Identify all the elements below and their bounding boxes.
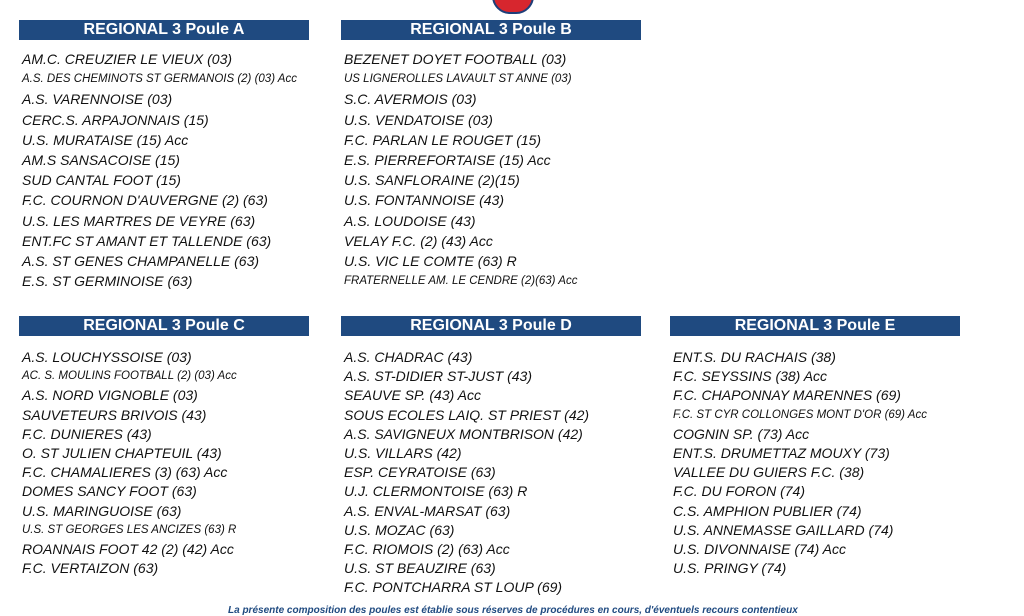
team-item: A.S. LOUCHYSSOISE (03)	[22, 349, 192, 365]
team-item: A.S. NORD VIGNOBLE (03)	[22, 387, 198, 403]
team-item: ROANNAIS FOOT 42 (2) (42) Acc	[22, 541, 234, 557]
team-item: US LIGNEROLLES LAVAULT ST ANNE (03)	[344, 73, 572, 85]
team-item: VALLEE DU GUIERS F.C. (38)	[673, 464, 865, 480]
team-item: U.S. ST BEAUZIRE (63)	[344, 560, 496, 576]
poule-header: REGIONAL 3 Poule B	[341, 20, 641, 40]
team-item: AC. S. MOULINS FOOTBALL (2) (03) Acc	[22, 370, 237, 382]
poule-e	[670, 316, 960, 576]
team-item: F.C. PARLAN LE ROUGET (15)	[344, 132, 542, 148]
team-item: ENT.S. DU RACHAIS (38)	[673, 349, 836, 365]
team-item: U.S. ST GEORGES LES ANCIZES (63) R	[22, 524, 237, 536]
poule-header: REGIONAL 3 Poule A	[19, 20, 309, 40]
team-item: O. ST JULIEN CHAPTEUIL (43)	[22, 445, 222, 461]
team-item: F.C. VERTAIZON (63)	[22, 560, 159, 576]
team-item: ESP. CEYRATOISE (63)	[344, 464, 496, 480]
team-item: C.S. AMPHION PUBLIER (74)	[673, 503, 862, 519]
team-item: U.S. MARINGUOISE (63)	[22, 503, 182, 519]
team-item: F.C. RIOMOIS (2) (63) Acc	[344, 541, 510, 557]
team-item: BEZENET DOYET FOOTBALL (03)	[344, 51, 567, 67]
team-item: A.S. ENVAL-MARSAT (63)	[344, 503, 511, 519]
team-item: U.S. VENDATOISE (03)	[344, 112, 493, 128]
team-item: F.C. CHAMALIERES (3) (63) Acc	[22, 464, 228, 480]
team-item: A.S. LOUDOISE (43)	[344, 213, 476, 229]
team-item: AM.S SANSACOISE (15)	[22, 152, 180, 168]
team-item: A.S. ST GENES CHAMPANELLE (63)	[22, 253, 260, 269]
team-item: SUD CANTAL FOOT (15)	[22, 172, 181, 188]
team-item: SAUVETEURS BRIVOIS (43)	[22, 407, 207, 423]
poule-header: REGIONAL 3 Poule C	[19, 316, 309, 336]
team-item: DOMES SANCY FOOT (63)	[22, 483, 197, 499]
team-item: A.S. CHADRAC (43)	[344, 349, 473, 365]
team-item: COGNIN SP. (73) Acc	[673, 426, 810, 442]
team-item: F.C. PONTCHARRA ST LOUP (69)	[344, 579, 563, 595]
team-item: CERC.S. ARPAJONNAIS (15)	[22, 112, 209, 128]
team-item: E.S. ST GERMINOISE (63)	[22, 273, 193, 289]
team-item: VELAY F.C. (2) (43) Acc	[344, 233, 493, 249]
team-item: F.C. DUNIERES (43)	[22, 426, 152, 442]
team-item: ENT.FC ST AMANT ET TALLENDE (63)	[22, 233, 272, 249]
team-item: ENT.S. DRUMETTAZ MOUXY (73)	[673, 445, 890, 461]
poule-a	[19, 20, 309, 289]
team-item: U.S. DIVONNAISE (74) Acc	[673, 541, 846, 557]
team-item: U.S. PRINGY (74)	[673, 560, 787, 576]
team-item: U.J. CLERMONTOISE (63) R	[344, 483, 528, 499]
team-item: SOUS ECOLES LAIQ. ST PRIEST (42)	[344, 407, 590, 423]
league-logo	[492, 0, 534, 14]
team-item: A.S. DES CHEMINOTS ST GERMANOIS (2) (03) Acc	[22, 73, 297, 85]
team-item: U.S. FONTANNOISE (43)	[344, 192, 504, 208]
team-item: SEAUVE SP. (43) Acc	[344, 387, 481, 403]
poule-b	[341, 20, 641, 287]
team-item: AM.C. CREUZIER LE VIEUX (03)	[22, 51, 233, 67]
footer-note: La présente composition des poules est établie sous réserves de procédures en cours, d'éventuels recours contentieux	[228, 605, 798, 616]
team-item: A.S. ST-DIDIER ST-JUST (43)	[344, 368, 533, 384]
team-item: U.S. MOZAC (63)	[344, 522, 455, 538]
team-item: U.S. LES MARTRES DE VEYRE (63)	[22, 213, 256, 229]
team-item: U.S. SANFLORAINE (2)(15)	[344, 172, 520, 188]
team-item: U.S. MURATAISE (15) Acc	[22, 132, 189, 148]
team-item: A.S. VARENNOISE (03)	[22, 91, 173, 107]
team-item: F.C. ST CYR COLLONGES MONT D'OR (69) Acc	[673, 409, 927, 421]
team-item: U.S. ANNEMASSE GAILLARD (74)	[673, 522, 894, 538]
team-item: FRATERNELLE AM. LE CENDRE (2)(63) Acc	[344, 275, 578, 287]
team-item: F.C. COURNON D'AUVERGNE (2) (63)	[22, 192, 268, 208]
team-item: E.S. PIERREFORTAISE (15) Acc	[344, 152, 551, 168]
team-item: U.S. VILLARS (42)	[344, 445, 462, 461]
team-item: U.S. VIC LE COMTE (63) R	[344, 253, 517, 269]
poule-header: REGIONAL 3 Poule D	[341, 316, 641, 336]
team-item: F.C. SEYSSINS (38) Acc	[673, 368, 828, 384]
poule-d	[341, 316, 641, 595]
team-item: A.S. SAVIGNEUX MONTBRISON (42)	[344, 426, 583, 442]
team-item: F.C. DU FORON (74)	[673, 483, 805, 499]
poule-c	[19, 316, 309, 576]
poule-header: REGIONAL 3 Poule E	[670, 316, 960, 336]
team-item: F.C. CHAPONNAY MARENNES (69)	[673, 387, 901, 403]
team-item: S.C. AVERMOIS (03)	[344, 91, 477, 107]
